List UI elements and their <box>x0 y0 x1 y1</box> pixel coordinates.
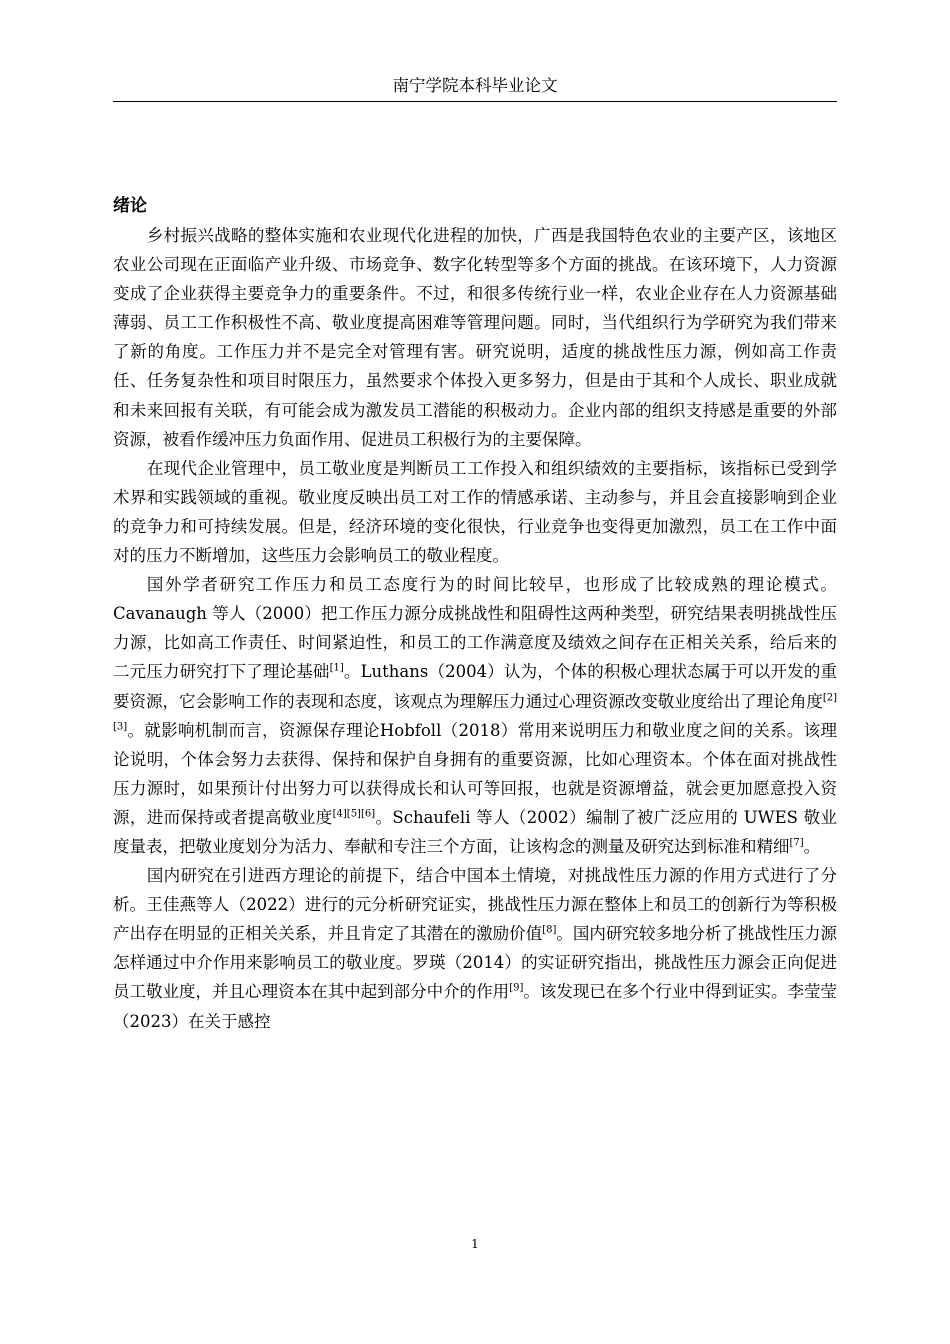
citation-ref: [1] <box>329 662 344 674</box>
paragraph <box>113 570 837 861</box>
paragraph-text: 国内研究在引进西方理论的前提下，结合中国本土情境，对挑战性压力源的作用方式进行了分析。王佳燕等人（2022）进行的元分析研究证实，挑战性压力源在整体上和员工的创新行为等积极产出存在明显的正相关关系，并且肯定了其潜在的激励价值 <box>113 866 837 944</box>
paragraph-text: 。Luthans（2004）认为，个体的积极心理状态属于可以开发的重要资源，它会影响工作的表现和态度，该观点为理解压力通过心理资源改变敬业度给出了理论角度 <box>113 662 838 711</box>
paragraph <box>113 221 837 454</box>
section-title: 绪论 <box>113 196 147 216</box>
paragraph-text: 国外学者研究工作压力和员工态度行为的时间比较早，也形成了比较成熟的理论模式。Cavanaugh 等人（2000）把工作压力源分成挑战性和阻碍性这两种类型，研究结果表明挑战性压力源，比如高工作责任、时间紧迫性，和员工的工作满意度及绩效之间存在正相关关系，给后来的二元压力研究打下了理论基础 <box>113 575 837 682</box>
citation-ref: [9] <box>509 982 524 994</box>
paragraph-text: 乡村振兴战略的整体实施和农业现代化进程的加快，广西是我国特色农业的主要产区，该地区农业公司现在正面临产业升级、市场竞争、数字化转型等多个方面的挑战。在该环境下，人力资源变成了企业获得主要竞争力的重要条件。不过，和很多传统行业一样，农业企业存在人力资源基础薄弱、员工工作积极性不高、敬业度提高困难等管理问题。同时，当代组织行为学研究为我们带来了新的角度。工作压力并不是完全对管理有害。研究说明，适度的挑战性压力源，例如高工作责任、任务复杂性和项目时限压力，虽然要求个体投入更多努力，但是由于其和个人成长、职业成就和未来回报有关联，有可能会成为激发员工潜能的积极动力。企业内部的组织支持感是重要的外部资源，被看作缓冲压力负面作用、促进员工积极行为的主要保障。 <box>113 226 837 449</box>
main-content <box>113 192 837 1036</box>
paragraph-text: 。 <box>803 836 821 856</box>
paragraph-text: 。国内研究较多地分析了挑战性压力源怎样通过中介作用来影响员工的敬业度。罗瑛（2014）的实证研究指出，挑战性压力源会正向促进员工敬业度，并且心理资本在其中起到部分中介的作用 <box>113 924 838 1002</box>
paragraph-text: 。Schaufeli 等人（2002）编制了被广泛应用的 UWES 敬业度量表，把敬业度划分为活力、奉献和专注三个方面，让该构念的测量及研究达到标准和精细 <box>113 807 838 856</box>
paragraph-text: 在现代企业管理中，员工敬业度是判断员工工作投入和组织绩效的主要指标，该指标已受到学术界和实践领域的重视。敬业度反映出员工对工作的情感承诺、主动参与，并且会直接影响到企业的竞争力和可持续发展。但是，经济环境的变化很快，行业竞争也变得更加激烈，员工在工作中面对的压力不断增加，这些压力会影响员工的敬业程度。 <box>113 458 837 566</box>
paragraph-text: 。就影响机制而言，资源保存理论Hobfoll（2018）常用来说明压力和敬业度之间的关系。该理论说明，个体会努力去获得、保持和保护自身拥有的重要资源，比如心理资本。个体在面对挑战性压力源时，如果预计付出努力可以获得成长和认可等回报，也就是资源增益，就会更加愿意投入资源，进而保持或者提高敬业度 <box>113 720 837 827</box>
paragraph <box>113 861 837 1036</box>
citation-ref: [2][3] <box>113 692 837 733</box>
running-header: 南宁学院本科毕业论文 <box>392 76 558 95</box>
page-number: 1 <box>471 1237 479 1251</box>
citation-ref: [7] <box>789 837 804 849</box>
citation-ref: [4][5][6] <box>332 808 376 820</box>
citation-ref: [8] <box>542 924 557 936</box>
paragraph <box>113 454 837 570</box>
header-rule <box>113 101 837 102</box>
paragraph-text: 。该发现已在多个行业中得到证实。李莹莹（2023）在关于感控 <box>113 982 838 1031</box>
